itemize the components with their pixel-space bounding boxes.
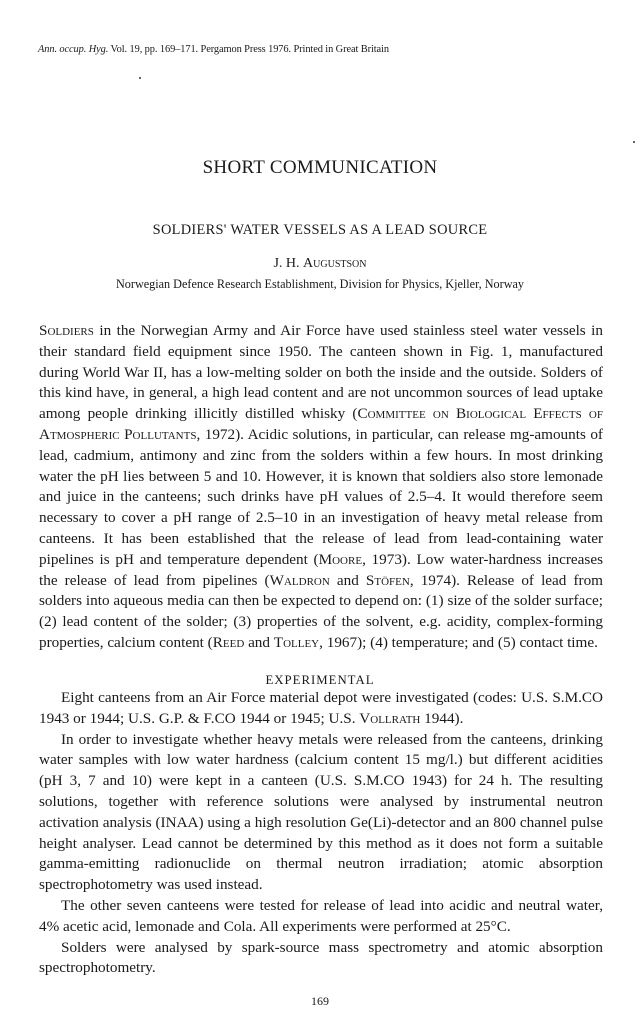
citation: Tolley bbox=[273, 633, 320, 651]
author-initials: J. H. bbox=[273, 256, 304, 271]
text-run: , 1972). Acidic solutions, in particular, can release mg-amounts of lead, cadmium, antimony and zinc from the solders within a few hours. In most drinking water the pH lies between 5 and 10. However, it is known that soldiers also store lemonade and juice in the canteens; such drinks have pH values of 2.5–4. It would therefore seem necessary to cover a pH range of 2.5–10 in an investigation of heavy metal release from canteens. It has been established that the release of lead from lead-containing water pipelines is pH and temperature dependent ( bbox=[39, 425, 603, 568]
citation: Moore bbox=[318, 550, 363, 568]
citation: Reed bbox=[212, 633, 245, 651]
lead-word: Soldiers bbox=[39, 322, 94, 339]
article-title: SOLDIERS' WATER VESSELS AS A LEAD SOURCE bbox=[152, 222, 488, 238]
experimental-paragraph: In order to investigate whether heavy metals were released from the canteens, drinking water samples with low water hardness (calcium content 15 mg/l.) but different acidities (pH 3, 7 and 10) were kept in a canteen (U.S. S.M.CO 1943) for 24 h. The resulting solutions, together with reference solutions were analysed by instrumental neutron activation analysis (INAA) using a high resolution Ge(Li)-detector and an 800 channel pulse height analyser. Lead cannot be determined by this method as it does not form a suitable gamma-emitting radionuclide on thermal neutron irradiation; atomic absorption spectrophotometry was used instead. bbox=[39, 730, 603, 894]
text-run: and bbox=[244, 633, 274, 651]
citation: Committee on Biological Effects of Atmospheric Pollutants bbox=[39, 405, 603, 443]
text-run: and bbox=[329, 571, 366, 589]
page-number: 169 bbox=[311, 994, 329, 1008]
author-surname: Augustson bbox=[303, 256, 367, 271]
text-run: , 1973). Low water-hardness increases the release of lead from pipelines ( bbox=[39, 550, 603, 589]
text-run: 1944). bbox=[420, 709, 464, 727]
experimental-paragraph: The other seven canteens were tested for release of lead into acidic and neutral water, 4% acetic acid, lemonade and Cola. All experiments were performed at 25°C. bbox=[39, 896, 603, 935]
print-speck bbox=[139, 77, 141, 79]
citation: Stöfen bbox=[365, 571, 410, 589]
citation-details: Vol. 19, pp. 169–171. Pergamon Press 1976. Printed in Great Britain bbox=[108, 44, 389, 55]
manufacturer-name: Vollrath bbox=[359, 709, 421, 727]
section-heading-experimental: EXPERIMENTAL bbox=[265, 673, 375, 687]
experimental-paragraph: Solders were analysed by spark-source mass spectrometry and atomic absorption spectrophotometry. bbox=[39, 938, 603, 977]
intro-paragraph bbox=[39, 321, 603, 654]
text-run: in the Norwegian Army and Air Force have used stainless steel water vessels in their standard field equipment since 1950. The canteen shown in Fig. 1, manufactured during World War II, has a low-melting solder on both the inside and the outside. Solders of this kind have, in general, a high lead content and are not uncommon sources of lead uptake among people drinking illicitly distilled whisky ( bbox=[39, 322, 603, 423]
print-speck bbox=[633, 141, 635, 143]
section-label: SHORT COMMUNICATION bbox=[202, 157, 438, 178]
text-run: , 1967); (4) temperature; and (5) contact time. bbox=[319, 633, 598, 651]
experimental-paragraph bbox=[39, 688, 603, 730]
journal-name: Ann. occup. Hyg. bbox=[38, 44, 109, 55]
text-run: Eight canteens from an Air Force material depot were investigated (codes: U.S. S.M.CO 1943 or 1944; U.S. G.P. & F.CO 1944 or 1945; U.S. bbox=[39, 689, 603, 727]
author bbox=[0, 256, 640, 272]
experimental-section bbox=[39, 688, 603, 979]
affiliation: Norwegian Defence Research Establishment, Division for Physics, Kjeller, Norway bbox=[115, 277, 525, 291]
journal-header bbox=[38, 44, 389, 55]
text-run: , 1974). Release of lead from solders into aqueous media can then be expected to depend on: (1) size of the solder surface; (2) lead content of the solder; (3) properties of the solvent, e.g. acidity, complex-forming properties, calcium content ( bbox=[39, 571, 603, 651]
citation: Waldron bbox=[269, 571, 330, 589]
